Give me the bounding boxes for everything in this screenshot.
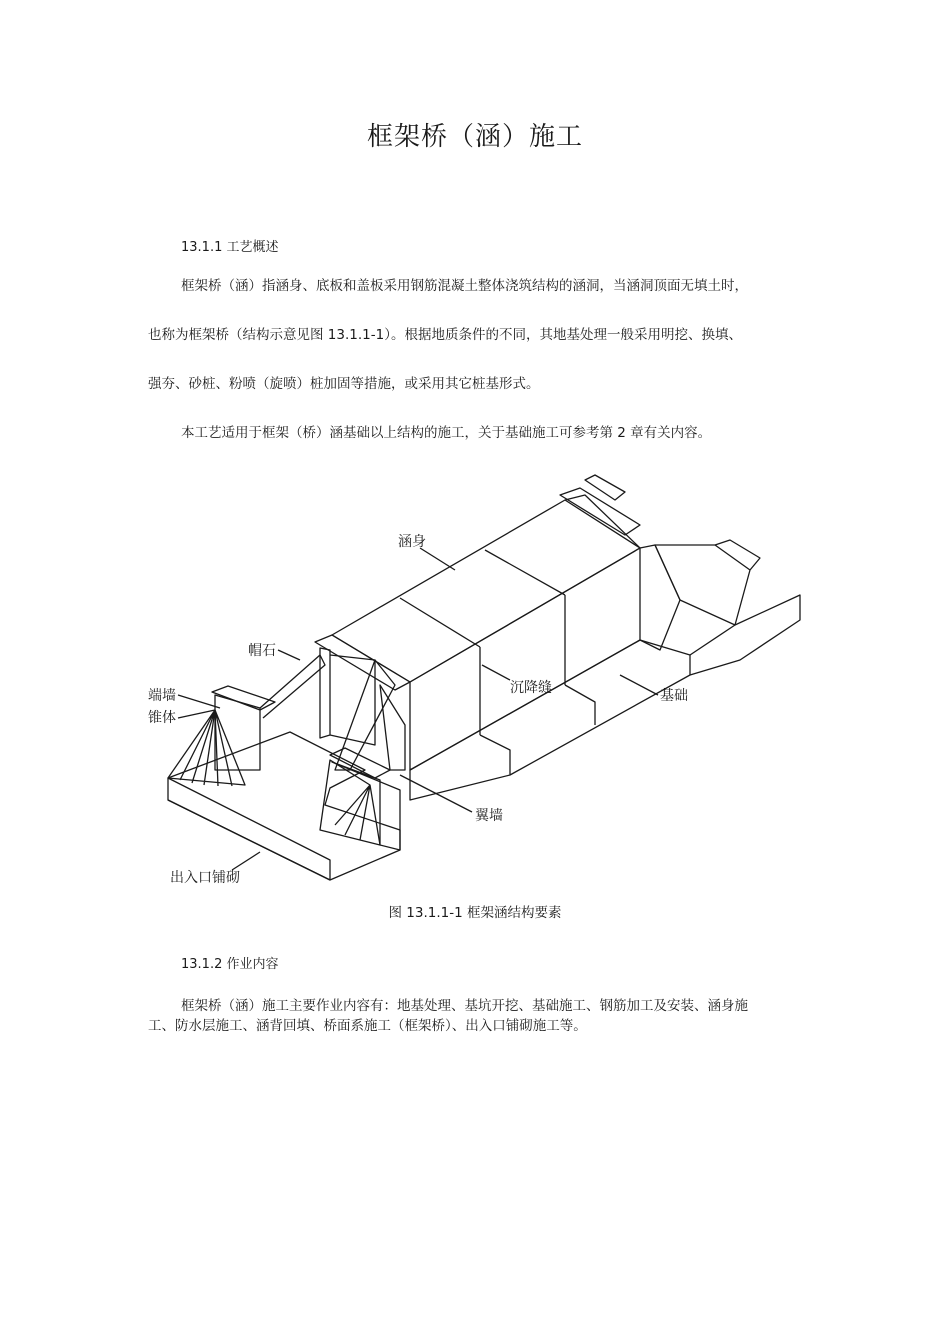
label-cap-stone: 帽石: [248, 643, 276, 659]
section-heading-1312: 13.1.2 作业内容: [181, 957, 279, 972]
section-heading-1311: 13.1.1 工艺概述: [181, 240, 279, 255]
leader-body: [420, 548, 455, 570]
label-body: 涵身: [398, 534, 426, 550]
foundation-strip: [410, 640, 690, 800]
cap-stone-entrance: [315, 635, 410, 690]
leader-cone: [178, 710, 215, 718]
paragraph-line: 工、防水层施工、涵背回填、桥面系施工（框架桥）、出入口铺砌施工等。: [148, 1018, 587, 1034]
leader-end-wall: [178, 695, 220, 708]
cone-front: [320, 760, 380, 845]
leader-wing-wall: [400, 775, 472, 812]
overview-paragraph: [148, 276, 808, 423]
page-title: 框架桥（涵）施工: [366, 122, 583, 152]
culvert-body-top: [332, 500, 640, 682]
culvert-structure-figure: [120, 470, 820, 890]
paragraph-line: 框架桥（涵）指涵身、底板和盖板采用钢筋混凝土整体浇筑结构的涵洞，当涵洞顶面无填土时，: [181, 278, 748, 294]
leader-apron: [232, 852, 260, 870]
work-content-paragraph: [148, 996, 808, 1036]
scope-paragraph: 本工艺适用于框架（桥）涵基础以上结构的施工，关于基础施工可参考第 2 章有关内容。: [181, 425, 712, 441]
label-wing-wall: 翼墙: [475, 808, 503, 824]
culvert-diagram: [120, 470, 820, 890]
paragraph-line: 强夯、砂桩、粉喷（旋喷）桩加固等措施，或采用其它桩基形式。: [148, 376, 540, 392]
paragraph-line: 也称为框架桥（结构示意见图 13.1.1-1）。根据地质条件的不同，其地基处理一般采用明挖、换填、: [148, 327, 742, 343]
cap-stone-left: [212, 686, 275, 710]
rear-apron: [690, 595, 800, 675]
cone-left: [168, 710, 245, 786]
figure-caption: 图 13.1.1-1 框架涵结构要素: [388, 905, 562, 921]
label-apron: 出入口铺砌: [170, 870, 240, 886]
leader-cap-stone: [278, 650, 300, 660]
label-foundation: 基础: [660, 688, 688, 704]
entrance-wing-wall: [320, 648, 375, 745]
label-end-wall: 端墙: [148, 688, 176, 704]
label-cone: 锥体: [148, 710, 176, 726]
leader-foundation: [620, 675, 658, 695]
rear-wall: [655, 540, 760, 625]
paragraph-line: 框架桥（涵）施工主要作业内容有：地基处理、基坑开挖、基础施工、钢筋加工及安装、涵身施: [181, 998, 748, 1014]
leader-settlement-joint: [482, 665, 510, 680]
right-wing-front: [335, 660, 405, 770]
rear-wing-wall: [565, 495, 680, 650]
label-settlement-joint: 沉降缝: [510, 680, 552, 696]
apron-edge: [168, 778, 330, 880]
